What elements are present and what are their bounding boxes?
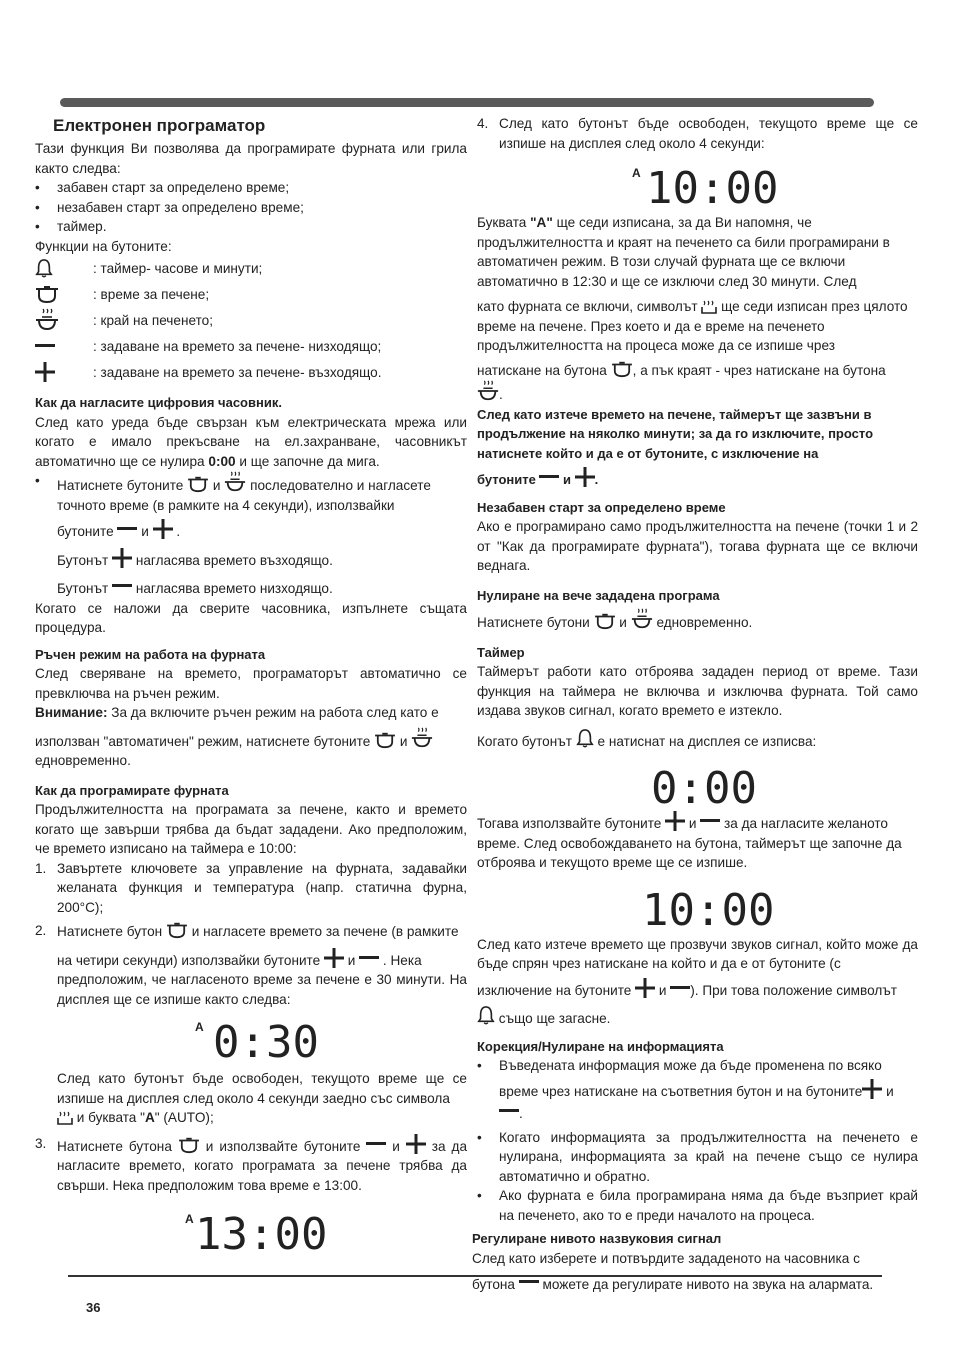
clock-heading: Как да нагласите цифровия часовник. xyxy=(35,395,282,410)
left-column xyxy=(35,114,467,1261)
list-item: • Натиснете бутоните и последователно и нагласете точното време (в рамките на 4 секунди), използвайки xyxy=(35,473,431,513)
pot-icon xyxy=(374,731,396,749)
clock-text: След като уреда бъде свързан към електрическата мрежа или когато е имало прекъсване на ел.захранване, часовникът автоматично ще се нулира 0:00 и ще започне да мига. xyxy=(35,414,467,469)
clock-repeat: Когато се наложи да сверите часовника, изпълнете същата процедура. xyxy=(35,600,467,635)
pot-steam-icon xyxy=(477,380,499,402)
pot-steam-icon xyxy=(35,308,59,332)
pot-icon xyxy=(35,284,59,304)
svg-text:A: A xyxy=(185,1212,194,1226)
minus-icon xyxy=(539,467,559,487)
manual-text: След сверяване на времето, програматорът автоматично се превключва на ръчен режим. xyxy=(35,666,467,701)
list-item: • таймер. xyxy=(35,219,107,234)
plus-icon xyxy=(575,467,595,487)
attention-text-2: използван "автоматичен" режим, натиснете бутоните и xyxy=(35,727,467,752)
warning-text: След като изтече времето на печене, таймерът ще зазвъни в продължение на няколко минути; за да го изключите, просто натиснете който и да е от бутоните, с изключение на xyxy=(477,406,874,461)
lcd-display-10-00 xyxy=(477,163,918,207)
key-legend-row: : задаване на времето за печене- възходящо. xyxy=(35,360,467,386)
symbol-text-3: . xyxy=(477,380,918,405)
pot-icon xyxy=(166,921,188,939)
step-2-cont-2: предположим, че нагласеното време за печене е 30 минути. На дисплея ще се изпише както следва: xyxy=(57,972,467,1007)
sound-text: След като изберете и потвърдите зададеното на часовника с xyxy=(472,1250,860,1266)
key-legend-row: : време за печене; xyxy=(35,282,467,308)
attention-text: Внимание: За да включите ръчен режим на работа след като е xyxy=(35,705,439,720)
after-display-1b: и буквата "A" (AUTO); xyxy=(35,1108,467,1128)
plus-icon xyxy=(324,948,344,968)
minus-icon xyxy=(359,948,379,968)
lcd-display-0-30 xyxy=(35,1017,467,1061)
correction-heading: Корекция/Нулиране на информацията xyxy=(477,1038,724,1054)
a-letter-text: Буквата "A" ще седи изписана, за да Ви напомня, че продължителността и краят на печенето са били програмирани в автоматичен режим. В този случай фурната ще се включи автоматично в 12:30 и ще се изключи след 30 минути. След xyxy=(477,215,890,289)
steam-icon xyxy=(57,1111,73,1125)
lcd-display xyxy=(632,163,802,207)
plus-icon xyxy=(35,362,55,382)
pot-steam-icon xyxy=(411,727,433,749)
lcd-display-13-00 xyxy=(35,1209,467,1253)
minus-icon xyxy=(112,576,132,596)
list-item: • Въведената информация може да бъде променена по всяко време чрез натискане на съответния бутон и на бутоните и . xyxy=(477,1058,894,1121)
pot-steam-icon xyxy=(224,471,246,493)
lcd-display-10-00-b xyxy=(477,885,918,929)
bell-icon xyxy=(477,1004,495,1026)
page-title: Електронен програматор xyxy=(53,116,266,135)
lcd-display xyxy=(647,763,787,807)
list-item: • Когато информацията за продължителността на печенето е нулирана, информацията за край на печене също се нулира автоматично и обратно. xyxy=(477,1129,918,1184)
lcd-display-0-00 xyxy=(477,763,918,807)
timer-press: Когато бутонът е натиснат на дисплея се изписва: xyxy=(477,727,918,752)
svg-text:10:00: 10:00 xyxy=(642,884,775,929)
lcd-display xyxy=(642,885,812,929)
minus-icon xyxy=(670,978,690,998)
reset-heading: Нулиране на вече зададена програма xyxy=(477,587,720,603)
reset-text: Натиснете бутони и едновременно. xyxy=(477,608,918,633)
timer-then: Тогава използвайте бутоните и за да нагласите желаното време. След освобождаването на бутона, таймерът ще започне да отброява и текущото време ще се изпише. xyxy=(477,811,918,873)
pot-icon xyxy=(594,612,616,630)
list-item: • забавен старт за определено време; xyxy=(35,180,290,195)
lcd-display xyxy=(185,1209,345,1253)
expire-text: След като изтече времето ще прозвучи звуков сигнал, който може да бъде спрян чрез натискане на който и да е от бутоните (с xyxy=(477,936,918,971)
bell-icon xyxy=(35,257,53,279)
lcd-display xyxy=(195,1017,335,1061)
symbol-text: като фурната се включи, символът ще седи изписан през цялото време на печене. През което и да е време на печенето продължителността на процеса може да се изпише чрез xyxy=(477,299,908,353)
plus-icon xyxy=(665,811,685,831)
minus-line: Бутонът нагласява времето низходящо. xyxy=(35,576,467,599)
bottom-rule xyxy=(68,1275,882,1277)
immediate-heading: Незабавен старт за определено време xyxy=(477,499,726,515)
functions-label: Функции на бутоните: xyxy=(35,238,172,254)
bell-icon xyxy=(576,727,594,749)
sound-text-2: бутона можете да регулирате нивото на звука на алармата. xyxy=(472,1272,918,1295)
clock-buttons-line: бутоните и . xyxy=(35,519,467,542)
step-3: 3. Натиснете бутона и използвайте бутоните и за да нагласите времето, когато програмата за печене трябва да свърши. Нека предположим това време е 13:00. xyxy=(35,1135,468,1193)
plus-line: Бутонът нагласява времето възходящо. xyxy=(35,548,467,571)
svg-text:10:00: 10:00 xyxy=(646,163,779,207)
svg-text:A: A xyxy=(632,166,641,180)
list-item: • незабавен старт за определено време; xyxy=(35,199,304,215)
program-heading: Как да програмирате фурната xyxy=(35,782,229,798)
sound-heading: Регулиране нивото назвуковия сигнал xyxy=(472,1231,722,1246)
after-display-1: След като бутонът бъде освободен, текущото време ще се изпише на дисплея след около 4 секунди заедно със символа xyxy=(57,1071,467,1106)
timer-heading: Таймер xyxy=(477,644,525,660)
step-4: 4. След като бутонът бъде освободен, текущото време ще се изпише на дисплея след около 4 секунди: xyxy=(477,116,918,151)
steam-icon xyxy=(701,300,717,314)
symbol-text-2: натискане на бутона , а пък краят - чрез натискане на бутона xyxy=(477,360,918,381)
right-column xyxy=(472,114,918,1295)
svg-text:0:30: 0:30 xyxy=(213,1017,319,1061)
attention-text-3: едновременно. xyxy=(35,753,131,768)
expire-text-3: също ще загасне. xyxy=(477,1004,918,1029)
intro-text: Тази функция Ви позволява да програмирате фурната или грила както следва: xyxy=(35,141,467,176)
pot-icon xyxy=(611,360,633,378)
step-2-cont: на четири секунди) използвайки бутоните и . Нека xyxy=(35,948,467,971)
step-2: 2. Натиснете бутон и нагласете времето за печене (в рамките xyxy=(35,923,459,939)
plus-icon xyxy=(635,978,655,998)
pot-icon xyxy=(187,475,209,493)
minus-icon xyxy=(700,811,720,831)
manual-heading: Ръчен режим на работа на фурната xyxy=(35,646,266,662)
page-number: 36 xyxy=(86,1300,101,1315)
minus-icon xyxy=(35,336,55,356)
key-legend-row: : таймер- часове и минути; xyxy=(35,256,467,282)
pot-steam-icon xyxy=(631,608,653,630)
plus-icon xyxy=(112,548,132,568)
plus-icon xyxy=(406,1134,426,1154)
minus-icon xyxy=(117,519,137,539)
key-legend-row: : край на печенето; xyxy=(35,308,467,334)
step-1: 1. Завъртете ключовете за управление на фурната, задавайки желаната функция и температура (напр. статична фурна, 200°C); xyxy=(35,860,467,915)
plus-icon xyxy=(862,1079,882,1099)
top-rule xyxy=(60,98,874,107)
svg-text:13:00: 13:00 xyxy=(195,1209,328,1253)
pot-icon xyxy=(178,1136,200,1154)
plus-icon xyxy=(153,519,173,539)
key-legend-row: : задаване на времето за печене- низходящо; xyxy=(35,334,467,360)
minus-icon xyxy=(366,1134,386,1154)
svg-text:0:00: 0:00 xyxy=(651,763,757,807)
svg-text:A: A xyxy=(195,1020,204,1034)
immediate-text: Ако е програмирано само продължителността на печене (точки 1 и 2 от "Как да програмирате фурната"), тогава фурната ще се включи веднага. xyxy=(477,519,918,573)
list-item: • Ако фурната е била програмирана няма да бъде възприет край на печенето, ако то е преди началото на процеса. xyxy=(477,1188,918,1223)
program-text: Продължителността на програмата за печене, както и времето когато ще завърши трябва да бъдат зададени. Ако предположим, че времето изписано на таймера е 10:00: xyxy=(35,802,467,856)
warning-text-2: бутоните и . xyxy=(477,467,918,490)
expire-text-2: изключение на бутоните и ). При това положение символът xyxy=(477,978,918,1001)
minus-icon xyxy=(499,1101,519,1121)
timer-text: Таймерът работи като отброява зададен период от време. Тази функция на таймера не включва и изключва фурната. Той само издава звуков сигнал, когато времето е изтекло. xyxy=(477,664,918,718)
